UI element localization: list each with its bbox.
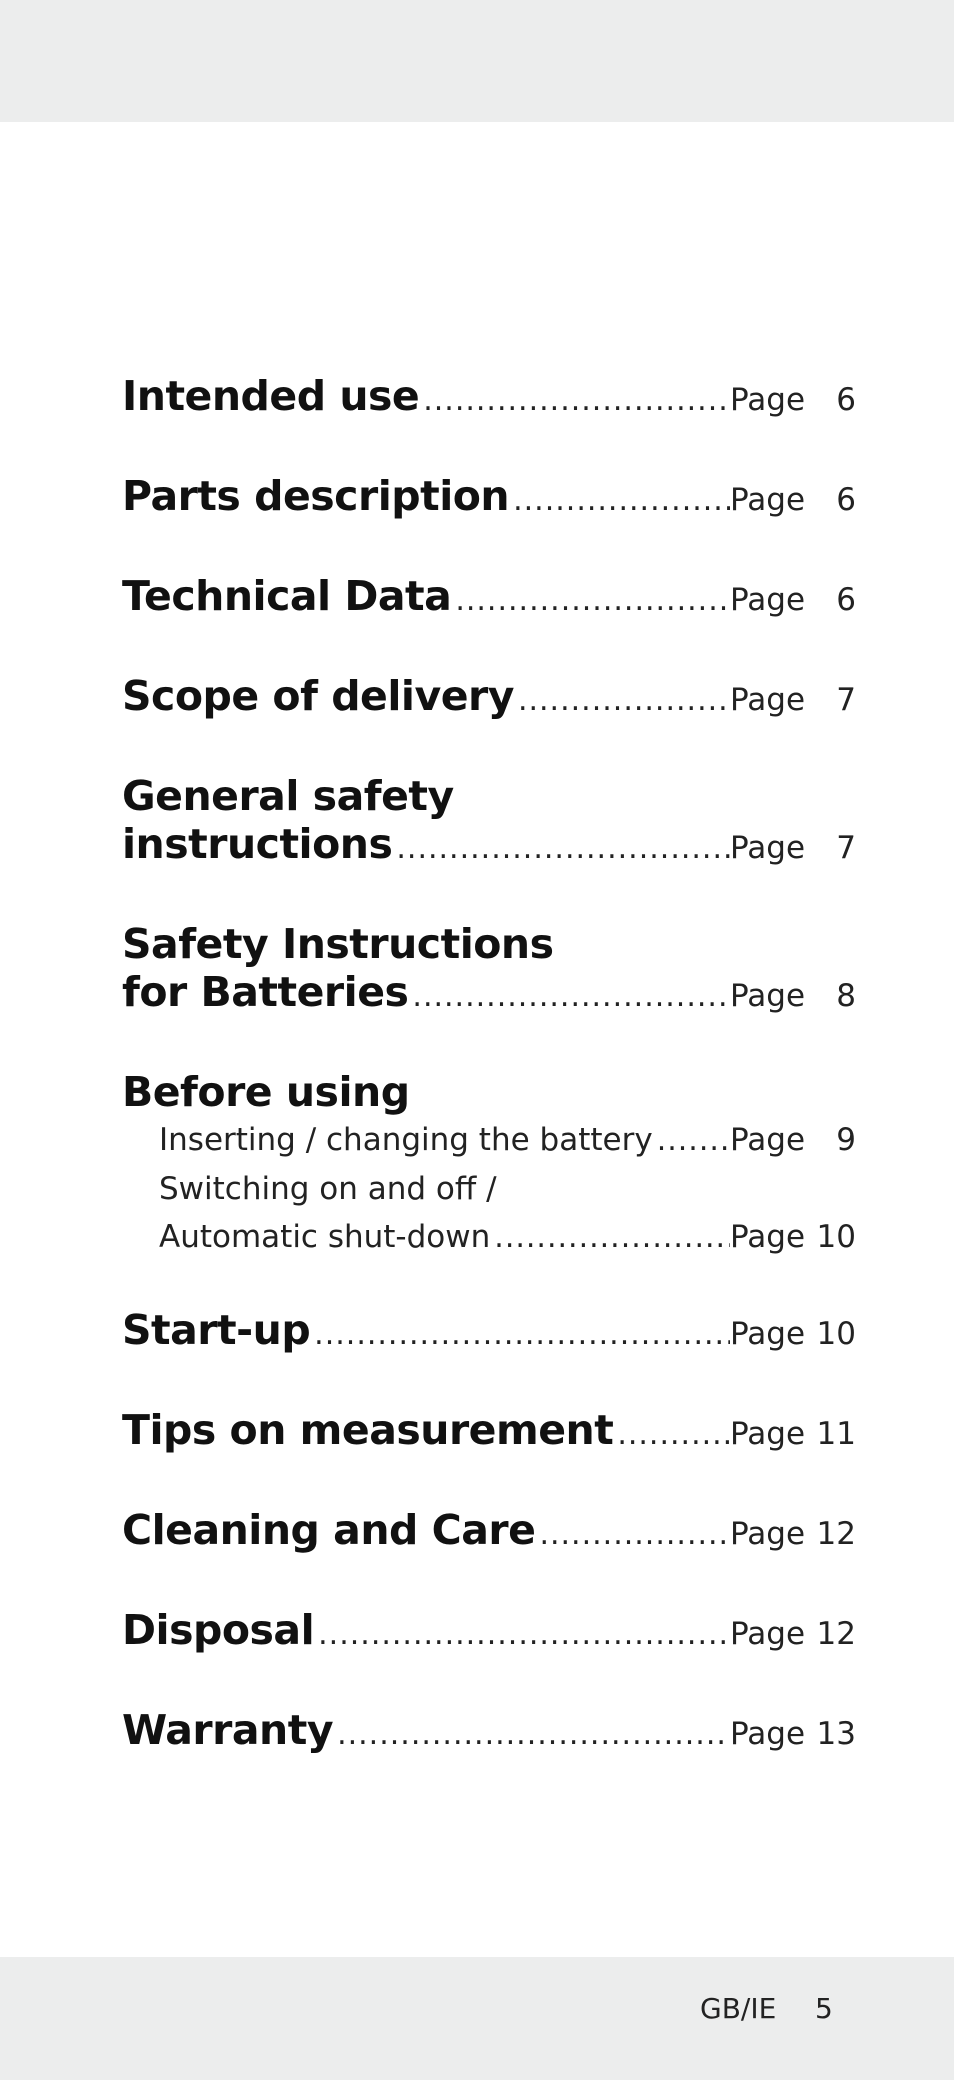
page-label: Page: [730, 1122, 806, 1158]
page-label: Page: [730, 582, 806, 618]
bottom-margin-band: [0, 1957, 954, 2080]
toc-entry-parts-description[interactable]: [122, 472, 856, 520]
leader-dots: [513, 483, 730, 518]
toc-entry-title-line2: for Batteries: [122, 968, 409, 1016]
page-label: Page: [730, 1716, 806, 1752]
toc-entry-title-line1: General safety: [122, 772, 454, 820]
toc-entry-tips-on-measurement[interactable]: [122, 1406, 856, 1454]
toc-entry-title: Warranty: [122, 1706, 334, 1754]
leader-dots: [314, 1317, 730, 1352]
toc-entry-general-safety-instructions[interactable]: [122, 772, 856, 868]
toc-entry-disposal[interactable]: [122, 1606, 856, 1654]
toc-entry-safety-instructions-batteries[interactable]: [122, 920, 856, 1016]
page-label: Page: [730, 382, 806, 418]
toc-entry-cleaning-and-care[interactable]: [122, 1506, 856, 1554]
page-number: 12: [816, 1616, 856, 1652]
leader-dots: [337, 1717, 730, 1752]
footer-region-label: GB/IE: [700, 1992, 777, 2025]
page-number: 10: [816, 1316, 856, 1352]
toc-entry-title: Disposal: [122, 1606, 315, 1654]
toc-entry-start-up[interactable]: [122, 1306, 856, 1354]
page-number: 12: [816, 1516, 856, 1552]
leader-dots: [518, 683, 730, 718]
page-number: 9: [836, 1122, 856, 1158]
page-number: 10: [816, 1219, 856, 1255]
footer-page-number: 5: [815, 1992, 833, 2025]
page-label: Page: [730, 1616, 806, 1652]
toc-entry-warranty[interactable]: [122, 1706, 856, 1754]
leader-dots: [396, 831, 730, 866]
toc-entry-title: Scope of delivery: [122, 672, 514, 720]
toc-entry-title: Before using: [122, 1068, 410, 1116]
toc-entry-title: Cleaning and Care: [122, 1506, 536, 1554]
toc-entry-title: Parts description: [122, 472, 510, 520]
page-number: 11: [816, 1416, 856, 1452]
toc-entry-title: Technical Data: [122, 572, 452, 620]
toc-subentry-title-line2: Automatic shut-down: [159, 1219, 491, 1255]
page-label: Page: [730, 482, 806, 518]
table-of-contents: [122, 372, 856, 1806]
toc-entry-title: Intended use: [122, 372, 420, 420]
page-number: 6: [836, 382, 856, 418]
leader-dots: [412, 979, 730, 1014]
toc-subentry-switching-on-off[interactable]: [122, 1165, 856, 1262]
leader-dots: [423, 383, 730, 418]
leader-dots: [318, 1617, 730, 1652]
page-label: Page: [730, 1416, 806, 1452]
toc-entry-intended-use[interactable]: [122, 372, 856, 420]
page-number: 7: [836, 682, 856, 718]
toc-subentry-inserting-battery[interactable]: [122, 1116, 856, 1165]
leader-dots: [539, 1517, 730, 1552]
toc-subentry-title: Inserting / changing the battery: [159, 1122, 653, 1158]
page-label: Page: [730, 682, 806, 718]
page-label: Page: [730, 1316, 806, 1352]
leader-dots: [657, 1117, 730, 1165]
toc-entry-scope-of-delivery[interactable]: [122, 672, 856, 720]
page-label: Page: [730, 1516, 806, 1552]
toc-entry-title: Start-up: [122, 1306, 311, 1354]
toc-subentry-title-line1: Switching on and off /: [159, 1171, 497, 1207]
page-number: 8: [836, 978, 856, 1014]
page-number: 7: [836, 830, 856, 866]
page-label: Page: [730, 830, 806, 866]
page-label: Page: [730, 978, 806, 1014]
toc-entry-before-using: [122, 1068, 856, 1262]
page-number: 6: [836, 482, 856, 518]
leader-dots: [617, 1417, 730, 1452]
leader-dots: [455, 583, 730, 618]
toc-entry-title-line2: instructions: [122, 820, 393, 868]
leader-dots: [494, 1214, 730, 1262]
toc-entry-title: Tips on measurement: [122, 1406, 614, 1454]
page-number: 13: [816, 1716, 856, 1752]
page-label: Page: [730, 1219, 806, 1255]
top-margin-band: [0, 0, 954, 122]
page-number: 6: [836, 582, 856, 618]
toc-entry-title-line1: Safety Instructions: [122, 920, 554, 968]
toc-entry-technical-data[interactable]: [122, 572, 856, 620]
